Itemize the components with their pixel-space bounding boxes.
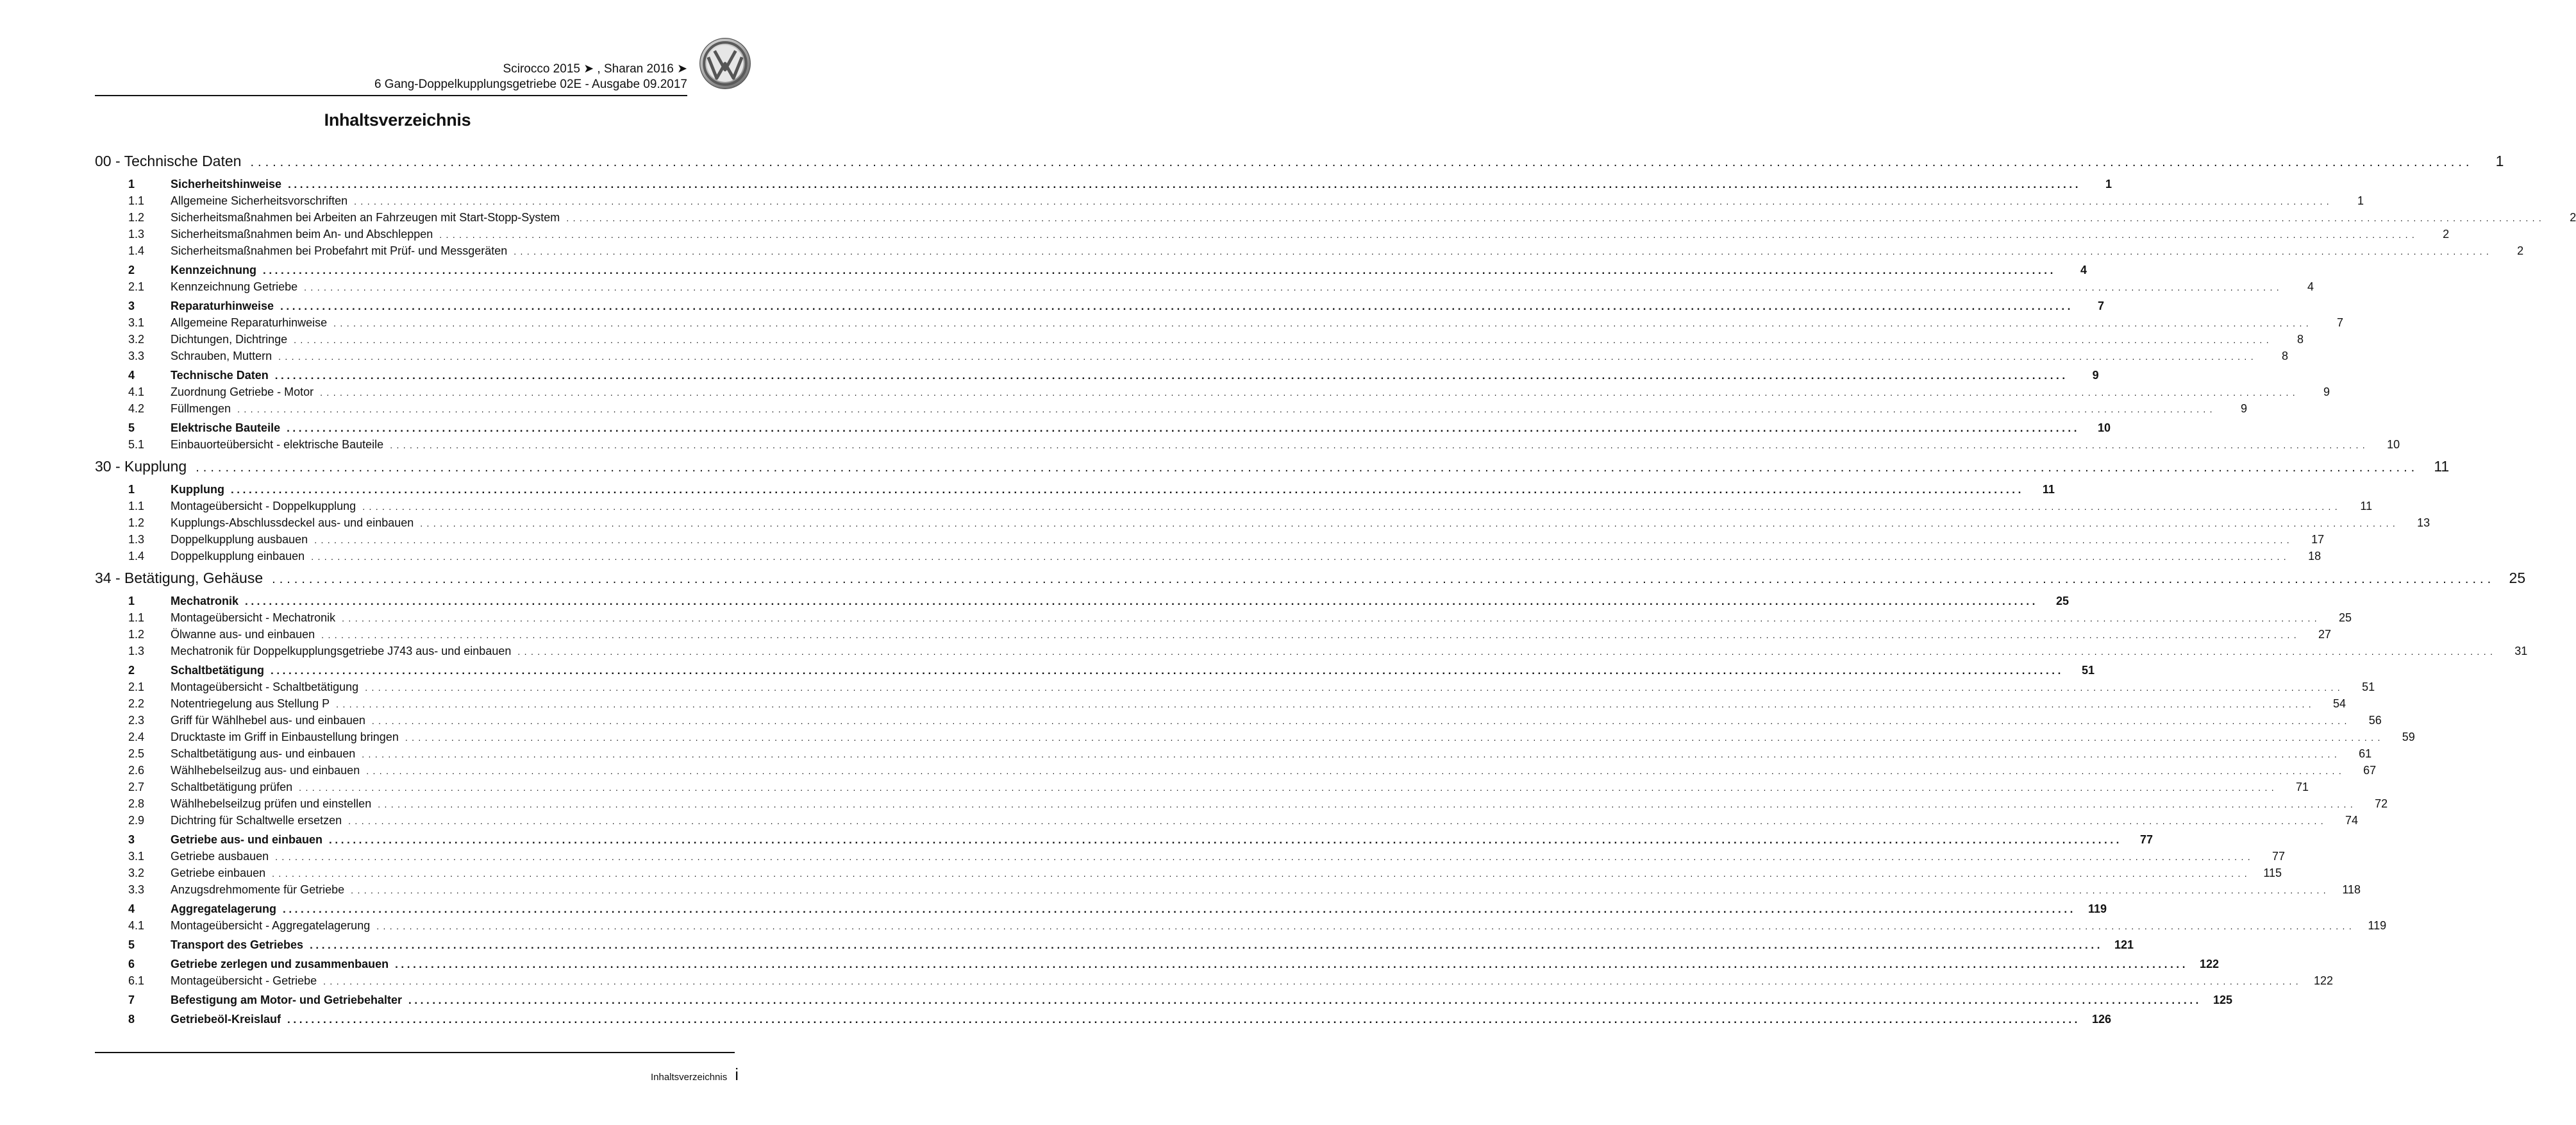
toc-entry-page: 119 [2087, 902, 2107, 915]
toc-entry-number: 1 [128, 483, 135, 496]
toc-entry-title: Füllmengen [171, 402, 231, 415]
toc-dot-leader: ............................................................................................................................................................................................................................................................................................................ [314, 535, 2294, 545]
toc-entry-number: 2.6 [128, 764, 145, 777]
toc-entry-title: Notentriegelung aus Stellung P [171, 697, 330, 710]
toc-sub-entry[interactable] [95, 795, 2388, 812]
toc-section-entry[interactable] [95, 901, 2107, 917]
toc-entry-number: 3.1 [128, 850, 145, 863]
toc-entry-page: 72 [2375, 797, 2388, 810]
toc-entry-page: 126 [2091, 1013, 2111, 1026]
toc-dot-leader: ............................................................................................................................................................................................................................................................................................................ [354, 196, 2334, 207]
header-divider [95, 95, 687, 96]
toc-section-entry[interactable] [95, 298, 2105, 314]
toc-entry-title: Getriebe aus- und einbauen [171, 833, 323, 846]
toc-entry-number: 3.3 [128, 350, 145, 362]
toc-dot-leader: ............................................................................................................................................................................................................................................................................................................ [366, 766, 2346, 776]
toc-entry-title: Zuordnung Getriebe - Motor [171, 385, 314, 398]
toc-dot-leader: ............................................................................................................................................................................................................................................................................................................ [321, 630, 2301, 640]
toc-section-entry[interactable] [95, 367, 2099, 384]
toc-entry-page: 9 [2092, 369, 2099, 382]
toc-entry-page: 13 [2417, 516, 2430, 529]
toc-entry-number: 4 [128, 369, 135, 382]
toc-entry-page: 71 [2296, 781, 2309, 793]
toc-entry-title: Sicherheitsmaßnahmen bei Arbeiten an Fahrzeugen mit Start-Stopp-System [171, 211, 560, 224]
toc-entry-page: 11 [2360, 500, 2373, 512]
toc-dot-leader: ............................................................................................................................................................................................................................................................................................................ [288, 178, 2082, 190]
toc-sub-entry[interactable] [95, 609, 2352, 626]
table-of-contents [95, 151, 2576, 1028]
toc-sub-entry[interactable] [95, 679, 2375, 695]
footer-page-number: i [735, 1065, 739, 1084]
toc-dot-leader: ............................................................................................................................................................................................................................................................................................................ [304, 282, 2284, 292]
toc-entry-number: 3.2 [128, 867, 145, 879]
toc-entry-page: 54 [2333, 697, 2346, 710]
toc-entry-number: 1.2 [128, 628, 145, 641]
toc-dot-leader: ............................................................................................................................................................................................................................................................................................................ [230, 484, 2024, 496]
toc-entry-page: 118 [2342, 883, 2361, 896]
toc-dot-leader: ............................................................................................................................................................................................................................................................................................................ [333, 318, 2313, 328]
toc-sub-entry[interactable] [95, 848, 2286, 865]
toc-section-entry[interactable] [95, 262, 2087, 278]
toc-entry-number: 6 [128, 958, 135, 970]
toc-entry-number: 1.4 [128, 244, 145, 257]
toc-sub-entry[interactable] [95, 436, 2400, 453]
toc-dot-leader: ............................................................................................................................................................................................................................................................................................................ [311, 552, 2291, 562]
toc-entry-number: 2.1 [128, 681, 145, 693]
toc-entry-page: 77 [2139, 833, 2153, 846]
toc-entry-number: 1.2 [128, 211, 145, 224]
toc-entry-number: 2.4 [128, 731, 145, 743]
toc-entry-title: Montageübersicht - Mechatronik [171, 611, 336, 624]
toc-dot-leader: ............................................................................................................................................................................................................................................................................................................ [408, 994, 2202, 1006]
toc-dot-leader: ............................................................................................................................................................................................................................................................................................................ [237, 404, 2216, 414]
toc-entry-number: 1.1 [128, 611, 145, 624]
toc-sub-entry[interactable] [95, 762, 2377, 779]
toc-entry-title: Sicherheitsmaßnahmen bei Probefahrt mit Prüf- und Messgeräten [171, 244, 508, 257]
footer-label: Inhaltsverzeichnis [650, 1072, 728, 1083]
document-header [95, 62, 687, 92]
toc-entry-title: Schrauben, Muttern [171, 350, 272, 362]
toc-dot-leader: ............................................................................................................................................................................................................................................................................................................ [342, 613, 2321, 623]
toc-dot-leader: ............................................................................................................................................................................................................................................................................................................ [280, 300, 2074, 312]
toc-entry-number: 3 [128, 833, 135, 846]
toc-entry-page: 31 [2514, 645, 2528, 657]
toc-dot-leader: ............................................................................................................................................................................................................................................................................................................ [320, 387, 2300, 398]
toc-entry-title: Doppelkupplung ausbauen [171, 533, 308, 546]
toc-entry-title: Reparaturhinweise [171, 300, 274, 312]
header-manual-line: 6 Gang-Doppelkupplungsgetriebe 02E - Ausgabe 09.2017 [374, 78, 687, 91]
toc-section-entry[interactable] [95, 176, 2112, 192]
toc-entry-number: 2 [128, 264, 135, 276]
toc-section-entry[interactable] [95, 936, 2134, 953]
toc-sub-entry[interactable] [95, 729, 2415, 745]
toc-entry-title: Montageübersicht - Aggregatelagerung [171, 919, 371, 932]
toc-entry-number: 1.4 [128, 550, 145, 562]
toc-entry-number: 2.1 [128, 280, 145, 293]
toc-entry-page: 18 [2308, 550, 2321, 562]
toc-entry-number: 7 [128, 994, 135, 1006]
toc-dot-leader: ............................................................................................................................................................................................................................................................................................................ [351, 885, 2330, 895]
toc-sub-entry[interactable] [95, 812, 2359, 829]
toc-entry-page: 121 [2114, 938, 2134, 951]
toc-chapter-entry[interactable] [95, 457, 2450, 476]
toc-dot-leader: ............................................................................................................................................................................................................................................................................................................ [271, 664, 2064, 677]
toc-dot-leader: ............................................................................................................................................................................................................................................................................................................ [395, 958, 2189, 970]
toc-entry-number: 5.1 [128, 438, 145, 451]
toc-entry-number: 2.3 [128, 714, 145, 727]
toc-sub-entry[interactable] [95, 278, 2314, 295]
toc-sub-entry[interactable] [95, 242, 2524, 259]
toc-section-entry[interactable] [95, 481, 2055, 498]
toc-dot-leader: ............................................................................................................................................................................................................................................................................................................ [272, 572, 2495, 586]
toc-entry-number: 4.1 [128, 385, 145, 398]
toc-dot-leader: ............................................................................................................................................................................................................................................................................................................ [275, 852, 2255, 862]
toc-entry-number: 8 [128, 1013, 135, 1026]
toc-entry-title: Aggregatelagerung [171, 902, 277, 915]
toc-sub-entry[interactable] [95, 192, 2364, 209]
toc-entry-page: 56 [2368, 714, 2382, 727]
toc-sub-entry[interactable] [95, 531, 2325, 548]
toc-entry-title: Mechatronik [171, 595, 239, 607]
toc-entry-page: 61 [2359, 747, 2372, 760]
toc-entry-title: 34 - Betätigung, Gehäuse [95, 570, 263, 586]
toc-entry-page: 8 [2281, 350, 2288, 362]
toc-entry-title: Schaltbetätigung aus- und einbauen [171, 747, 356, 760]
toc-dot-leader: ............................................................................................................................................................................................................................................................................................................ [278, 351, 2257, 362]
toc-entry-page: 2 [2570, 211, 2576, 224]
toc-entry-title: Wählhebelseilzug aus- und einbauen [171, 764, 360, 777]
toc-entry-page: 74 [2345, 814, 2359, 827]
toc-entry-number: 1.3 [128, 228, 145, 241]
toc-entry-page: 9 [2240, 402, 2247, 415]
toc-dot-leader: ............................................................................................................................................................................................................................................................................................................ [287, 1013, 2080, 1026]
toc-entry-page: 51 [2081, 664, 2095, 677]
toc-sub-entry[interactable] [95, 917, 2387, 934]
toc-dot-leader: ............................................................................................................................................................................................................................................................................................................ [390, 440, 2370, 450]
vw-logo-icon [699, 37, 751, 90]
toc-sub-entry[interactable] [95, 643, 2528, 659]
toc-sub-entry[interactable] [95, 331, 2304, 348]
toc-dot-leader: ............................................................................................................................................................................................................................................................................................................ [420, 518, 2400, 529]
toc-entry-page: 122 [2313, 974, 2334, 987]
toc-dot-leader: ............................................................................................................................................................................................................................................................................................................ [378, 799, 2357, 809]
toc-sub-entry[interactable] [95, 400, 2247, 417]
toc-entry-page: 77 [2272, 850, 2286, 863]
toc-entry-number: 2.9 [128, 814, 145, 827]
toc-entry-title: Schaltbetätigung [171, 664, 265, 677]
toc-entry-number: 3.2 [128, 333, 145, 346]
toc-entry-page: 27 [2318, 628, 2332, 641]
toc-entry-title: Allgemeine Reparaturhinweise [171, 316, 328, 329]
toc-entry-title: Schaltbetätigung prüfen [171, 781, 293, 793]
toc-entry-number: 4.2 [128, 402, 145, 415]
toc-entry-title: Mechatronik für Doppelkupplungsgetriebe J743 aus- und einbauen [171, 645, 512, 657]
toc-entry-page: 10 [2098, 421, 2111, 434]
toc-dot-leader: ............................................................................................................................................................................................................................................................................................................ [245, 595, 2038, 607]
toc-dot-leader: ............................................................................................................................................................................................................................................................................................................ [272, 868, 2252, 879]
toc-entry-title: 00 - Technische Daten [95, 153, 242, 169]
toc-entry-number: 1.1 [128, 500, 145, 512]
toc-entry-title: Kennzeichnung [171, 264, 256, 276]
toc-sub-entry[interactable] [95, 745, 2372, 762]
toc-entry-number: 2.5 [128, 747, 145, 760]
toc-section-entry[interactable] [95, 662, 2095, 679]
toc-entry-number: 2.2 [128, 697, 145, 710]
toc-entry-title: Getriebe einbauen [171, 867, 266, 879]
toc-entry-page: 59 [2402, 731, 2415, 743]
toc-entry-number: 1.2 [128, 516, 145, 529]
toc-section-entry[interactable] [95, 419, 2111, 436]
toc-entry-page: 125 [2212, 994, 2232, 1006]
page-title: Inhaltsverzeichnis [324, 110, 471, 130]
toc-chapter-entry[interactable] [95, 568, 2526, 588]
toc-entry-title: Kennzeichnung Getriebe [171, 280, 298, 293]
toc-entry-number: 1.3 [128, 533, 145, 546]
toc-entry-page: 25 [2055, 595, 2069, 607]
toc-entry-title: Einbauorteübersicht - elektrische Bauteile [171, 438, 384, 451]
toc-entry-page: 9 [2323, 385, 2330, 398]
toc-dot-leader: ............................................................................................................................................................................................................................................................................................................ [299, 782, 2279, 793]
toc-entry-number: 2.8 [128, 797, 145, 810]
toc-entry-title: Drucktaste im Griff in Einbaustellung bringen [171, 731, 399, 743]
toc-entry-page: 25 [2339, 611, 2352, 624]
toc-dot-leader: ............................................................................................................................................................................................................................................................................................................ [365, 682, 2345, 693]
toc-entry-page: 11 [2434, 458, 2450, 475]
toc-dot-leader: ............................................................................................................................................................................................................................................................................................................ [263, 264, 2056, 276]
toc-entry-number: 5 [128, 421, 135, 434]
toc-entry-number: 1 [128, 178, 135, 190]
toc-sub-entry[interactable] [95, 712, 2382, 729]
toc-sub-entry[interactable] [95, 209, 2576, 226]
toc-entry-title: Getriebeöl-Kreislauf [171, 1013, 281, 1026]
toc-entry-title: Montageübersicht - Doppelkupplung [171, 500, 356, 512]
toc-sub-entry[interactable] [95, 972, 2334, 989]
toc-entry-page: 10 [2387, 438, 2400, 451]
toc-sub-entry[interactable] [95, 348, 2288, 364]
toc-dot-leader: ............................................................................................................................................................................................................................................................................................................ [274, 369, 2068, 382]
toc-entry-page: 2 [2517, 244, 2524, 257]
toc-entry-page: 115 [2263, 867, 2282, 879]
toc-entry-title: Technische Daten [171, 369, 269, 382]
toc-dot-leader: ............................................................................................................................................................................................................................................................................................................ [336, 699, 2316, 709]
toc-entry-title: Ölwanne aus- und einbauen [171, 628, 315, 641]
toc-entry-number: 1 [128, 595, 135, 607]
toc-dot-leader: ............................................................................................................................................................................................................................................................................................................ [566, 213, 2546, 223]
toc-section-entry[interactable] [95, 956, 2220, 972]
toc-sub-entry[interactable] [95, 695, 2346, 712]
toc-dot-leader: ............................................................................................................................................................................................................................................................................................................ [362, 502, 2342, 512]
toc-entry-title: Montageübersicht - Schaltbetätigung [171, 681, 359, 693]
toc-dot-leader: ............................................................................................................................................................................................................................................................................................................ [371, 716, 2351, 726]
toc-sub-entry[interactable] [95, 226, 2450, 242]
toc-entry-number: 4.1 [128, 919, 145, 932]
toc-dot-leader: ............................................................................................................................................................................................................................................................................................................ [405, 732, 2384, 743]
toc-entry-number: 3.3 [128, 883, 145, 896]
toc-entry-title: Sicherheitsmaßnahmen beim An- und Abschleppen [171, 228, 433, 241]
toc-entry-title: Kupplung [171, 483, 224, 496]
toc-dot-leader: ............................................................................................................................................................................................................................................................................................................ [287, 422, 2080, 434]
toc-entry-number: 5 [128, 938, 135, 951]
toc-entry-page: 7 [2337, 316, 2344, 329]
toc-dot-leader: ............................................................................................................................................................................................................................................................................................................ [196, 461, 2419, 475]
toc-entry-number: 6.1 [128, 974, 145, 987]
toc-entry-page: 122 [2200, 958, 2220, 970]
toc-sub-entry[interactable] [95, 384, 2330, 400]
toc-dot-leader: ............................................................................................................................................................................................................................................................................................................ [329, 834, 2122, 846]
toc-dot-leader: ............................................................................................................................................................................................................................................................................................................ [250, 155, 2473, 169]
toc-entry-title: Transport des Getriebes [171, 938, 304, 951]
toc-dot-leader: ............................................................................................................................................................................................................................................................................................................ [310, 939, 2103, 951]
toc-entry-number: 3 [128, 300, 135, 312]
toc-entry-number: 2.7 [128, 781, 145, 793]
toc-entry-page: 4 [2080, 264, 2087, 276]
toc-entry-page: 51 [2362, 681, 2375, 693]
toc-entry-page: 11 [2042, 483, 2055, 496]
toc-entry-title: Griff für Wählhebel aus- und einbauen [171, 714, 365, 727]
toc-sub-entry[interactable] [95, 498, 2373, 514]
toc-sub-entry[interactable] [95, 548, 2321, 564]
toc-entry-page: 1 [2357, 194, 2364, 207]
toc-sub-entry[interactable] [95, 881, 2361, 898]
toc-entry-title: Getriebe zerlegen und zusammenbauen [171, 958, 389, 970]
header-model-line: Scirocco 2015 ➤ , Sharan 2016 ➤ [503, 62, 687, 76]
toc-entry-page: 25 [2509, 570, 2526, 586]
toc-section-entry[interactable] [95, 1011, 2111, 1028]
toc-entry-page: 119 [2368, 919, 2387, 932]
toc-dot-leader: ............................................................................................................................................................................................................................................................................................................ [294, 335, 2273, 345]
toc-entry-number: 3.1 [128, 316, 145, 329]
toc-entry-title: Sicherheitshinweise [171, 178, 282, 190]
toc-entry-title: 30 - Kupplung [95, 458, 187, 475]
toc-sub-entry[interactable] [95, 514, 2430, 531]
toc-entry-page: 1 [2495, 153, 2504, 169]
toc-section-entry[interactable] [95, 593, 2069, 609]
toc-entry-title: Elektrische Bauteile [171, 421, 281, 434]
toc-entry-page: 7 [2098, 300, 2105, 312]
toc-entry-number: 4 [128, 902, 135, 915]
toc-entry-title: Anzugsdrehmomente für Getriebe [171, 883, 345, 896]
toc-entry-title: Doppelkupplung einbauen [171, 550, 305, 562]
toc-entry-title: Kupplungs-Abschlussdeckel aus- und einbauen [171, 516, 414, 529]
toc-sub-entry[interactable] [95, 626, 2332, 643]
toc-section-entry[interactable] [95, 831, 2153, 848]
toc-entry-number: 1.1 [128, 194, 145, 207]
toc-entry-page: 67 [2363, 764, 2377, 777]
toc-entry-title: Montageübersicht - Getriebe [171, 974, 317, 987]
toc-entry-title: Wählhebelseilzug prüfen und einstellen [171, 797, 372, 810]
toc-entry-number: 2 [128, 664, 135, 677]
toc-sub-entry[interactable] [95, 779, 2309, 795]
toc-dot-leader: ............................................................................................................................................................................................................................................................................................................ [283, 903, 2076, 915]
toc-sub-entry[interactable] [95, 314, 2344, 331]
toc-entry-number: 1.3 [128, 645, 145, 657]
toc-dot-leader: ............................................................................................................................................................................................................................................................................................................ [514, 246, 2493, 257]
toc-dot-leader: ............................................................................................................................................................................................................................................................................................................ [517, 647, 2497, 657]
toc-entry-title: Befestigung am Motor- und Getriebehalter [171, 994, 403, 1006]
toc-entry-page: 8 [2297, 333, 2304, 346]
toc-entry-page: 2 [2443, 228, 2450, 241]
toc-dot-leader: ............................................................................................................................................................................................................................................................................................................ [376, 921, 2356, 931]
footer-divider [95, 1052, 735, 1053]
toc-sub-entry[interactable] [95, 865, 2282, 881]
toc-entry-page: 17 [2311, 533, 2325, 546]
toc-chapter-entry[interactable] [95, 151, 2504, 171]
toc-dot-leader: ............................................................................................................................................................................................................................................................................................................ [362, 749, 2341, 759]
toc-entry-title: Allgemeine Sicherheitsvorschriften [171, 194, 348, 207]
page-footer [651, 1065, 739, 1085]
toc-dot-leader: ............................................................................................................................................................................................................................................................................................................ [348, 816, 2328, 826]
toc-section-entry[interactable] [95, 992, 2232, 1008]
toc-entry-title: Getriebe ausbauen [171, 850, 269, 863]
toc-entry-title: Dichtungen, Dichtringe [171, 333, 288, 346]
toc-entry-page: 4 [2307, 280, 2314, 293]
toc-dot-leader: ............................................................................................................................................................................................................................................................................................................ [439, 230, 2419, 240]
toc-entry-title: Dichtring für Schaltwelle ersetzen [171, 814, 342, 827]
toc-dot-leader: ............................................................................................................................................................................................................................................................................................................ [323, 976, 2303, 986]
toc-entry-page: 1 [2105, 178, 2112, 190]
